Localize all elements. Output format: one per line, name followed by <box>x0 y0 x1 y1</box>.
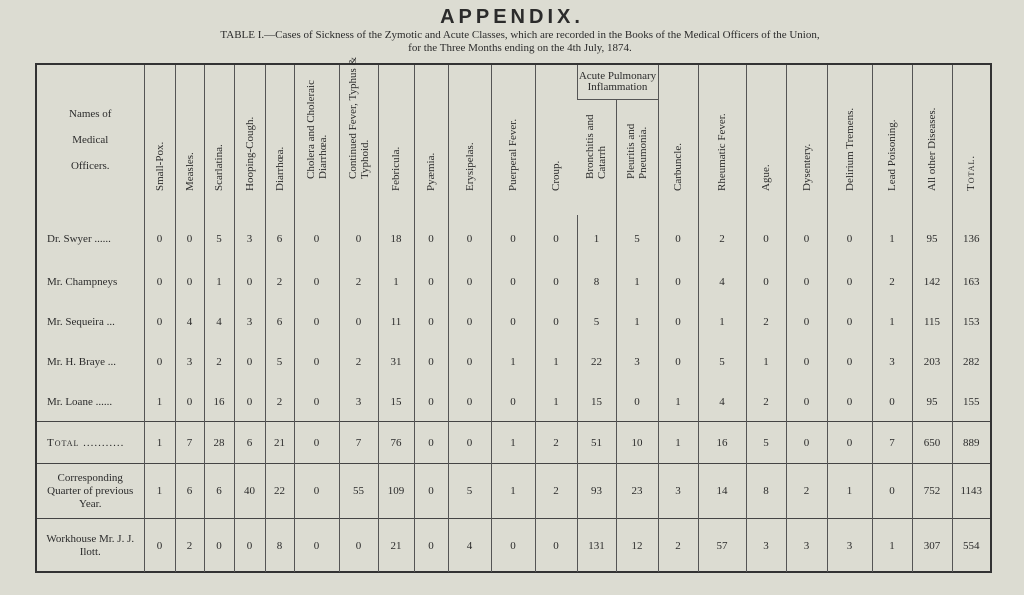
table-cell: 14 <box>698 464 746 519</box>
table-cell: 0 <box>294 302 339 342</box>
table-cell: 2 <box>786 464 827 519</box>
row-name: Mr. Loane ...... <box>47 395 113 408</box>
table-cell: 3 <box>339 382 378 422</box>
table-cell: 12 <box>616 519 658 572</box>
col-header-delirium-tremens: Delirium Tremens. <box>827 65 872 215</box>
table-cell: 7 <box>175 422 204 464</box>
names-header-cell <box>37 65 144 215</box>
row-name: Mr. Sequeira ... <box>47 316 115 329</box>
table-cell: 2 <box>265 263 294 303</box>
row-name: Total ........... <box>47 436 125 449</box>
table-row <box>37 302 990 342</box>
table-cell: 1 <box>577 215 616 263</box>
table-cell: 0 <box>414 215 448 263</box>
table-cell: 5 <box>616 215 658 263</box>
table-cell: 0 <box>414 263 448 303</box>
table-cell: 0 <box>414 302 448 342</box>
col-header-scarlatina: Scarlatina. <box>204 65 234 215</box>
table-cell: 4 <box>698 263 746 303</box>
table-cell: 0 <box>448 342 491 382</box>
table-cell: 0 <box>827 342 872 382</box>
table-cell: 0 <box>144 215 175 263</box>
row-name: Dr. Swyer ...... <box>47 232 111 245</box>
table-cell: 0 <box>175 263 204 303</box>
table-cell: 203 <box>912 342 952 382</box>
col-header-hooping-cough: Hooping-Cough. <box>234 65 265 215</box>
table-cell: 136 <box>952 215 990 263</box>
table-cell: 0 <box>491 519 535 572</box>
col-header-erysipelas: Erysipelas. <box>448 65 491 215</box>
table-cell: 282 <box>952 342 990 382</box>
table-cell: 650 <box>912 422 952 464</box>
caption-line-1: TABLE I.—Cases of Sickness of the Zymotic and Acute Classes, which are recorded in the Books of the Medical Officers of the Union, <box>220 29 820 41</box>
table-cell: 4 <box>175 302 204 342</box>
table-cell: 3 <box>872 342 912 382</box>
table-cell: 6 <box>265 215 294 263</box>
table-cell: 0 <box>872 464 912 519</box>
table-row <box>37 422 990 464</box>
table-cell: 0 <box>414 464 448 519</box>
table-cell: 0 <box>175 215 204 263</box>
table-cell: 95 <box>912 215 952 263</box>
table-cell: 3 <box>786 519 827 572</box>
table-row <box>37 215 990 263</box>
table-cell: 0 <box>491 302 535 342</box>
table-cell: 1 <box>872 215 912 263</box>
table-cell: 0 <box>234 263 265 303</box>
table-cell: 0 <box>294 263 339 303</box>
table-cell: 93 <box>577 464 616 519</box>
col-header-total: Total. <box>952 65 990 215</box>
table-cell: 142 <box>912 263 952 303</box>
col-header-ague: Ague. <box>746 65 786 215</box>
row-name-cell <box>37 263 144 303</box>
table-cell: 0 <box>414 422 448 464</box>
table-cell: 0 <box>294 422 339 464</box>
table-cell: 7 <box>339 422 378 464</box>
table-cell: 109 <box>378 464 414 519</box>
table-cell: 5 <box>698 342 746 382</box>
row-name-cell <box>37 302 144 342</box>
table-cell: 0 <box>786 382 827 422</box>
col-header-diarrhoea: Diarrhœa. <box>265 65 294 215</box>
table-cell: 0 <box>535 215 577 263</box>
row-name-cell <box>37 422 144 464</box>
table-cell: 2 <box>535 464 577 519</box>
table-cell: 115 <box>912 302 952 342</box>
table-cell: 0 <box>414 519 448 572</box>
row-name-cell <box>37 464 144 519</box>
col-header-rheumatic-fever: Rheumatic Fever. <box>698 65 746 215</box>
table-cell: 0 <box>448 382 491 422</box>
table-cell: 2 <box>204 342 234 382</box>
col-header-continued-fever: Continued Fever, Typhus & Typhoid. <box>339 65 378 215</box>
table-cell: 889 <box>952 422 990 464</box>
table-cell: 2 <box>746 302 786 342</box>
row-name-cell <box>37 342 144 382</box>
table-cell: 10 <box>616 422 658 464</box>
table-cell: 0 <box>658 263 698 303</box>
table-cell: 155 <box>952 382 990 422</box>
table-cell: 0 <box>491 382 535 422</box>
table-cell: 2 <box>698 215 746 263</box>
col-header-bronchitis: Bronchitis and Catarrh <box>584 114 609 179</box>
table-cell: 0 <box>234 519 265 572</box>
table-cell: 6 <box>175 464 204 519</box>
table-row <box>37 382 990 422</box>
table-cell: 752 <box>912 464 952 519</box>
table-cell: 3 <box>234 302 265 342</box>
table-cell: 163 <box>952 263 990 303</box>
table-cell: 554 <box>952 519 990 572</box>
table-body <box>37 215 990 572</box>
table-cell: 0 <box>827 422 872 464</box>
table-cell: 0 <box>746 263 786 303</box>
table-cell: 2 <box>339 342 378 382</box>
table-cell: 0 <box>294 464 339 519</box>
table-cell: 95 <box>912 382 952 422</box>
table-cell: 0 <box>827 215 872 263</box>
table-cell: 1 <box>827 464 872 519</box>
table-cell: 2 <box>746 382 786 422</box>
row-name-cell <box>37 382 144 422</box>
table-cell: 0 <box>414 382 448 422</box>
table-cell: 6 <box>265 302 294 342</box>
table-cell: 5 <box>577 302 616 342</box>
table-cell: 1 <box>746 342 786 382</box>
col-header-dysentery: Dysentery. <box>786 65 827 215</box>
col-header-carbuncle: Carbuncle. <box>658 65 698 215</box>
table-cell: 6 <box>204 464 234 519</box>
table-cell: 0 <box>535 302 577 342</box>
row-name-cell <box>37 215 144 263</box>
table-cell: 3 <box>746 519 786 572</box>
table-cell: 0 <box>535 519 577 572</box>
names-header: Names of Medical Officers. <box>69 108 112 172</box>
table-cell: 1 <box>491 464 535 519</box>
table-cell: 1 <box>616 263 658 303</box>
table-cell: 5 <box>448 464 491 519</box>
table-cell: 5 <box>265 342 294 382</box>
table-cell: 1 <box>491 342 535 382</box>
table-cell: 1 <box>144 464 175 519</box>
table-cell: 3 <box>658 464 698 519</box>
table-cell: 0 <box>339 215 378 263</box>
page-title: APPENDIX. <box>440 6 584 28</box>
row-name: Workhouse Mr. J. J. Ilott. <box>46 532 135 558</box>
table-cell: 0 <box>491 263 535 303</box>
table-cell: 55 <box>339 464 378 519</box>
table-cell: 5 <box>746 422 786 464</box>
table-cell: 0 <box>786 302 827 342</box>
table-cell: 0 <box>339 519 378 572</box>
col-header-measles: Measles. <box>175 65 204 215</box>
table-row <box>37 464 990 519</box>
table-cell: 2 <box>872 263 912 303</box>
table-cell: 8 <box>265 519 294 572</box>
table-cell: 0 <box>658 302 698 342</box>
table-cell: 0 <box>414 342 448 382</box>
table-cell: 4 <box>204 302 234 342</box>
table-cell: 0 <box>144 519 175 572</box>
table-cell: 22 <box>265 464 294 519</box>
table-cell: 131 <box>577 519 616 572</box>
table-cell: 16 <box>698 422 746 464</box>
header-row-1 <box>37 65 990 100</box>
table-cell: 0 <box>234 382 265 422</box>
table-cell: 3 <box>175 342 204 382</box>
table-cell: 6 <box>234 422 265 464</box>
row-name-cell <box>37 519 144 572</box>
table-cell: 0 <box>448 422 491 464</box>
table-cell: 0 <box>448 263 491 303</box>
table-cell: 0 <box>535 263 577 303</box>
table-cell: 8 <box>746 464 786 519</box>
table-cell: 0 <box>827 302 872 342</box>
table-cell: 7 <box>872 422 912 464</box>
table-cell: 1 <box>204 263 234 303</box>
table-row <box>37 519 990 572</box>
table-cell: 0 <box>827 263 872 303</box>
table-cell: 5 <box>204 215 234 263</box>
col-header-febricula: Febricula. <box>378 65 414 215</box>
table-cell: 22 <box>577 342 616 382</box>
table-cell: 0 <box>786 342 827 382</box>
table-cell: 8 <box>577 263 616 303</box>
table-cell: 0 <box>827 382 872 422</box>
table-cell: 1 <box>872 519 912 572</box>
table-cell: 1 <box>144 422 175 464</box>
col-header-puerperal-fever: Puerperal Fever. <box>491 65 535 215</box>
table-cell: 0 <box>448 215 491 263</box>
table-cell: 40 <box>234 464 265 519</box>
table-cell: 0 <box>746 215 786 263</box>
table-cell: 1 <box>872 302 912 342</box>
table-cell: 1143 <box>952 464 990 519</box>
row-name: Mr. H. Braye ... <box>47 355 117 368</box>
table-cell: 0 <box>144 342 175 382</box>
table-cell: 0 <box>294 342 339 382</box>
col-header-cholera: Cholera and Choleraic Diarrhœa. <box>294 65 339 215</box>
table-cell: 4 <box>698 382 746 422</box>
table-cell: 307 <box>912 519 952 572</box>
row-name: Corresponding Quarter of previous Year. <box>47 471 134 510</box>
table-cell: 0 <box>786 422 827 464</box>
table-row <box>37 263 990 303</box>
col-header-smallpox: Small-Pox. <box>144 65 175 215</box>
table-cell: 15 <box>577 382 616 422</box>
table-cell: 2 <box>265 382 294 422</box>
col-header-pleuritis: Pleuritis and Pneumonia. <box>616 100 658 215</box>
table-cell: 0 <box>234 342 265 382</box>
table-cell: 76 <box>378 422 414 464</box>
caption-line-2: for the Three Months ending on the 4th July, 1874. <box>408 42 632 54</box>
table-cell: 2 <box>175 519 204 572</box>
table-cell: 2 <box>339 263 378 303</box>
col-header-all-other: All other Diseases. <box>912 65 952 215</box>
table-cell: 0 <box>294 519 339 572</box>
table-cell: 31 <box>378 342 414 382</box>
table-row <box>37 342 990 382</box>
col-header-croup: Croup. <box>535 65 577 215</box>
table-cell: 21 <box>378 519 414 572</box>
table-cell: 4 <box>448 519 491 572</box>
table-cell: 1 <box>535 382 577 422</box>
table-cell: 28 <box>204 422 234 464</box>
sickness-table-frame <box>35 56 992 573</box>
table-cell: 0 <box>448 302 491 342</box>
table-cell: 2 <box>658 519 698 572</box>
table-cell: 1 <box>616 302 658 342</box>
table-cell: 0 <box>339 302 378 342</box>
table-cell: 0 <box>175 382 204 422</box>
table-cell: 57 <box>698 519 746 572</box>
table-cell: 0 <box>491 215 535 263</box>
table-cell: 0 <box>204 519 234 572</box>
col-header-pyaemia: Pyæmia. <box>414 65 448 215</box>
table-cell: 3 <box>827 519 872 572</box>
table-cell: 11 <box>378 302 414 342</box>
table-cell: 1 <box>491 422 535 464</box>
table-cell: 1 <box>535 342 577 382</box>
table-cell: 0 <box>658 215 698 263</box>
table-caption <box>100 29 940 55</box>
table-cell: 16 <box>204 382 234 422</box>
sickness-table <box>37 56 990 572</box>
table-cell: 0 <box>294 215 339 263</box>
row-name: Mr. Champneys <box>47 276 118 289</box>
table-cell: 1 <box>658 382 698 422</box>
table-cell: 3 <box>234 215 265 263</box>
table-cell: 153 <box>952 302 990 342</box>
col-header-lead-poisoning: Lead Poisoning. <box>872 65 912 215</box>
table-cell: 51 <box>577 422 616 464</box>
table-cell: 1 <box>658 422 698 464</box>
table-cell: 0 <box>294 382 339 422</box>
table-cell: 21 <box>265 422 294 464</box>
table-cell: 0 <box>786 215 827 263</box>
table-cell: 0 <box>786 263 827 303</box>
table-cell: 0 <box>144 263 175 303</box>
table-cell: 2 <box>535 422 577 464</box>
acute-group-header: Acute Pulmonary Inflammation <box>577 65 658 100</box>
table-cell: 0 <box>658 342 698 382</box>
table-cell: 1 <box>698 302 746 342</box>
table-cell: 0 <box>872 382 912 422</box>
table-cell: 1 <box>378 263 414 303</box>
table-cell: 23 <box>616 464 658 519</box>
table-cell: 1 <box>144 382 175 422</box>
table-cell: 0 <box>616 382 658 422</box>
table-cell: 15 <box>378 382 414 422</box>
table-cell: 18 <box>378 215 414 263</box>
table-cell: 3 <box>616 342 658 382</box>
table-cell: 0 <box>144 302 175 342</box>
